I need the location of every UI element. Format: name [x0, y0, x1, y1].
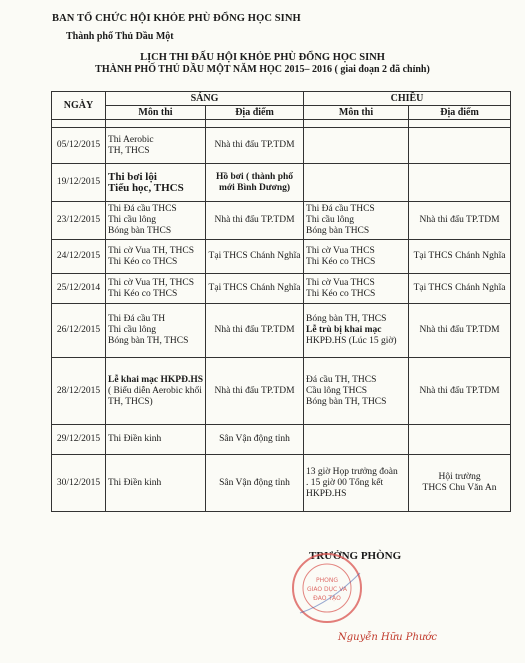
afternoon-subject-cell: [304, 128, 409, 164]
date-cell: 23/12/2015: [52, 202, 106, 240]
cell-line: Nhà thi đấu TP.TDM: [214, 140, 295, 150]
document-subtitle: THÀNH PHỐ THỦ DẦU MỘT NĂM HỌC 2015– 2016 ( giai đoạn 2 đã chỉnh): [95, 64, 430, 75]
header-day: NGÀY: [52, 92, 106, 120]
cell-line: Thi Đá cầu THCS: [306, 204, 375, 214]
cell-line: . 15 giờ 00 Tổng kết: [306, 477, 384, 488]
afternoon-venue-cell: [409, 202, 511, 240]
afternoon-subject-cell: [304, 164, 409, 202]
signature-name: Nguyễn Hữu Phước: [338, 632, 438, 643]
organization-header: BAN TỔ CHỨC HỘI KHỎE PHÙ ĐỔNG HỌC SINH: [52, 13, 301, 24]
cell-line: Sân Vận động tỉnh: [219, 477, 290, 488]
cell-line: 13 giờ Họp trưởng đoàn: [306, 466, 398, 477]
afternoon-subject-cell: [304, 425, 409, 455]
header-afternoon: CHIỀU: [304, 92, 511, 106]
header-afternoon-subject: Môn thi: [304, 106, 409, 120]
morning-subject-cell: [106, 202, 206, 240]
cell-line: Hồ bơi ( thành phố: [215, 171, 294, 182]
date-cell: 29/12/2015: [52, 425, 106, 455]
cell-line: Thi Kéo co THCS: [306, 288, 376, 299]
morning-venue-cell: [206, 164, 304, 202]
official-stamp: [290, 551, 364, 625]
afternoon-venue-cell: [409, 164, 511, 202]
cell-line: Bóng bàn TH, THCS: [306, 314, 387, 324]
cell-line: THCS Chu Văn An: [422, 483, 497, 493]
morning-venue-cell: [206, 128, 304, 164]
afternoon-venue-cell: [409, 358, 511, 425]
morning-venue-cell: [206, 274, 304, 304]
cell-line: Thi Đá cầu TH: [108, 314, 166, 324]
cell-line: Nhà thi đấu TP.TDM: [214, 385, 295, 396]
cell-line: TH, THCS: [108, 145, 150, 156]
afternoon-venue-cell: [409, 304, 511, 358]
cell-line: Thi Kéo co THCS: [108, 288, 178, 299]
date-cell: 30/12/2015: [52, 455, 106, 512]
cell-line: Thi cờ Vua TH, THCS: [108, 277, 194, 288]
cell-line: Lễ khai mạc HKPĐ.HS: [108, 374, 204, 385]
morning-subject-cell: [106, 425, 206, 455]
table-row: [52, 202, 511, 240]
afternoon-subject-cell: [304, 274, 409, 304]
cell-line: Nhà thi đấu TP.TDM: [214, 325, 295, 335]
cell-line: Cầu lông THCS: [306, 385, 368, 396]
afternoon-venue-cell: [409, 128, 511, 164]
afternoon-venue-cell: [409, 274, 511, 304]
morning-subject-cell: [106, 164, 206, 202]
cell-line: Bóng bàn TH, THCS: [306, 396, 387, 407]
cell-line: Tại THCS Chánh Nghĩa: [413, 283, 506, 293]
cell-line: Bóng bàn TH, THCS: [108, 336, 189, 346]
signature-title: TRƯỞNG PHÒNG: [309, 550, 402, 562]
morning-venue-cell: [206, 240, 304, 274]
cell-line: HKPĐ.HS (Lúc 15 giờ): [306, 336, 397, 346]
date-cell: 05/12/2015: [52, 128, 106, 164]
table-row: [52, 358, 511, 425]
afternoon-venue-cell: [409, 240, 511, 274]
cell-line: Thi cầu lông: [306, 215, 355, 225]
date-cell: 25/12/2014: [52, 274, 106, 304]
cell-line: Thi cờ Vua THCS: [306, 245, 375, 256]
cell-line: Nhà thi đấu TP.TDM: [419, 215, 500, 225]
cell-line: Tại THCS Chánh Nghĩa: [208, 251, 301, 261]
date-cell: 24/12/2015: [52, 240, 106, 274]
morning-subject-cell: [106, 455, 206, 512]
cell-line: Thi Điền kinh: [108, 434, 162, 444]
header-morning-subject: Môn thi: [106, 106, 206, 120]
cell-line: Đá cầu TH, THCS: [306, 374, 377, 385]
afternoon-venue-cell: [409, 425, 511, 455]
cell-line: TH, THCS): [108, 396, 153, 407]
table-row: [52, 164, 511, 202]
cell-line: Nhà thi đấu TP.TDM: [419, 325, 500, 335]
afternoon-venue-cell: [409, 455, 511, 512]
cell-line: Tại THCS Chánh Nghĩa: [208, 283, 301, 293]
afternoon-subject-cell: [304, 358, 409, 425]
morning-subject-cell: [106, 128, 206, 164]
morning-subject-cell: [106, 304, 206, 358]
morning-subject-cell: [106, 274, 206, 304]
morning-venue-cell: [206, 358, 304, 425]
cell-line: HKPĐ.HS: [306, 488, 347, 499]
morning-venue-cell: [206, 425, 304, 455]
table-row: [52, 274, 511, 304]
cell-line: Thi Kéo co THCS: [306, 256, 376, 267]
cell-line: Thi Kéo co THCS: [108, 256, 178, 267]
cell-line: Thi cờ Vua TH, THCS: [108, 245, 194, 256]
date-cell: 19/12/2015: [52, 164, 106, 202]
document-title: LỊCH THI ĐẤU HỘI KHỎE PHÙ ĐỔNG HỌC SINH: [140, 52, 385, 63]
header-morning: SÁNG: [106, 92, 304, 106]
cell-line: Nhà thi đấu TP.TDM: [214, 215, 295, 225]
morning-venue-cell: [206, 455, 304, 512]
cell-line: Hội trường: [438, 472, 481, 482]
cell-line: Nhà thi đấu TP.TDM: [419, 385, 500, 396]
table-row: [52, 240, 511, 274]
morning-subject-cell: [106, 358, 206, 425]
svg-text:PHÒNG: PHÒNG: [316, 577, 338, 584]
cell-line: Lễ trù bị khai mạc: [306, 325, 382, 335]
cell-line: Tiểu học, THCS: [108, 181, 184, 194]
table-row: [52, 128, 511, 164]
morning-subject-cell: [106, 240, 206, 274]
cell-line: Thi cờ Vua THCS: [306, 277, 375, 288]
afternoon-subject-cell: [304, 202, 409, 240]
date-cell: 26/12/2015: [52, 304, 106, 358]
city-header: Thành phố Thủ Dầu Một: [66, 31, 174, 42]
cell-line: Thi Điền kinh: [108, 477, 162, 488]
cell-line: Bóng bàn THCS: [108, 226, 172, 236]
table-row: [52, 425, 511, 455]
header-morning-venue: Địa điểm: [206, 106, 304, 120]
svg-text:ĐÀO TẠO: ĐÀO TẠO: [313, 595, 341, 602]
cell-line: Thi cầu lông: [108, 215, 157, 225]
cell-line: Bóng bàn THCS: [306, 226, 370, 236]
svg-text:GIÁO DỤC VÀ: GIÁO DỤC VÀ: [307, 586, 347, 593]
cell-line: Sân Vận động tỉnh: [219, 434, 290, 444]
table-row: [52, 455, 511, 512]
cell-line: Thi bơi lội: [108, 170, 157, 183]
afternoon-subject-cell: [304, 304, 409, 358]
afternoon-subject-cell: [304, 455, 409, 512]
afternoon-subject-cell: [304, 240, 409, 274]
cell-line: Thi cầu lông: [108, 325, 157, 335]
morning-venue-cell: [206, 202, 304, 240]
morning-venue-cell: [206, 304, 304, 358]
cell-line: Thi Đá cầu THCS: [108, 204, 177, 214]
cell-line: mới Bình Dương): [218, 182, 291, 193]
header-afternoon-venue: Địa điểm: [409, 106, 511, 120]
date-cell: 28/12/2015: [52, 358, 106, 425]
schedule-table: [51, 91, 511, 512]
cell-line: Thi Aerobic: [108, 134, 154, 145]
cell-line: ( Biểu diễn Aerobic khối: [108, 385, 202, 396]
cell-line: Tại THCS Chánh Nghĩa: [413, 251, 506, 261]
table-row: [52, 304, 511, 358]
